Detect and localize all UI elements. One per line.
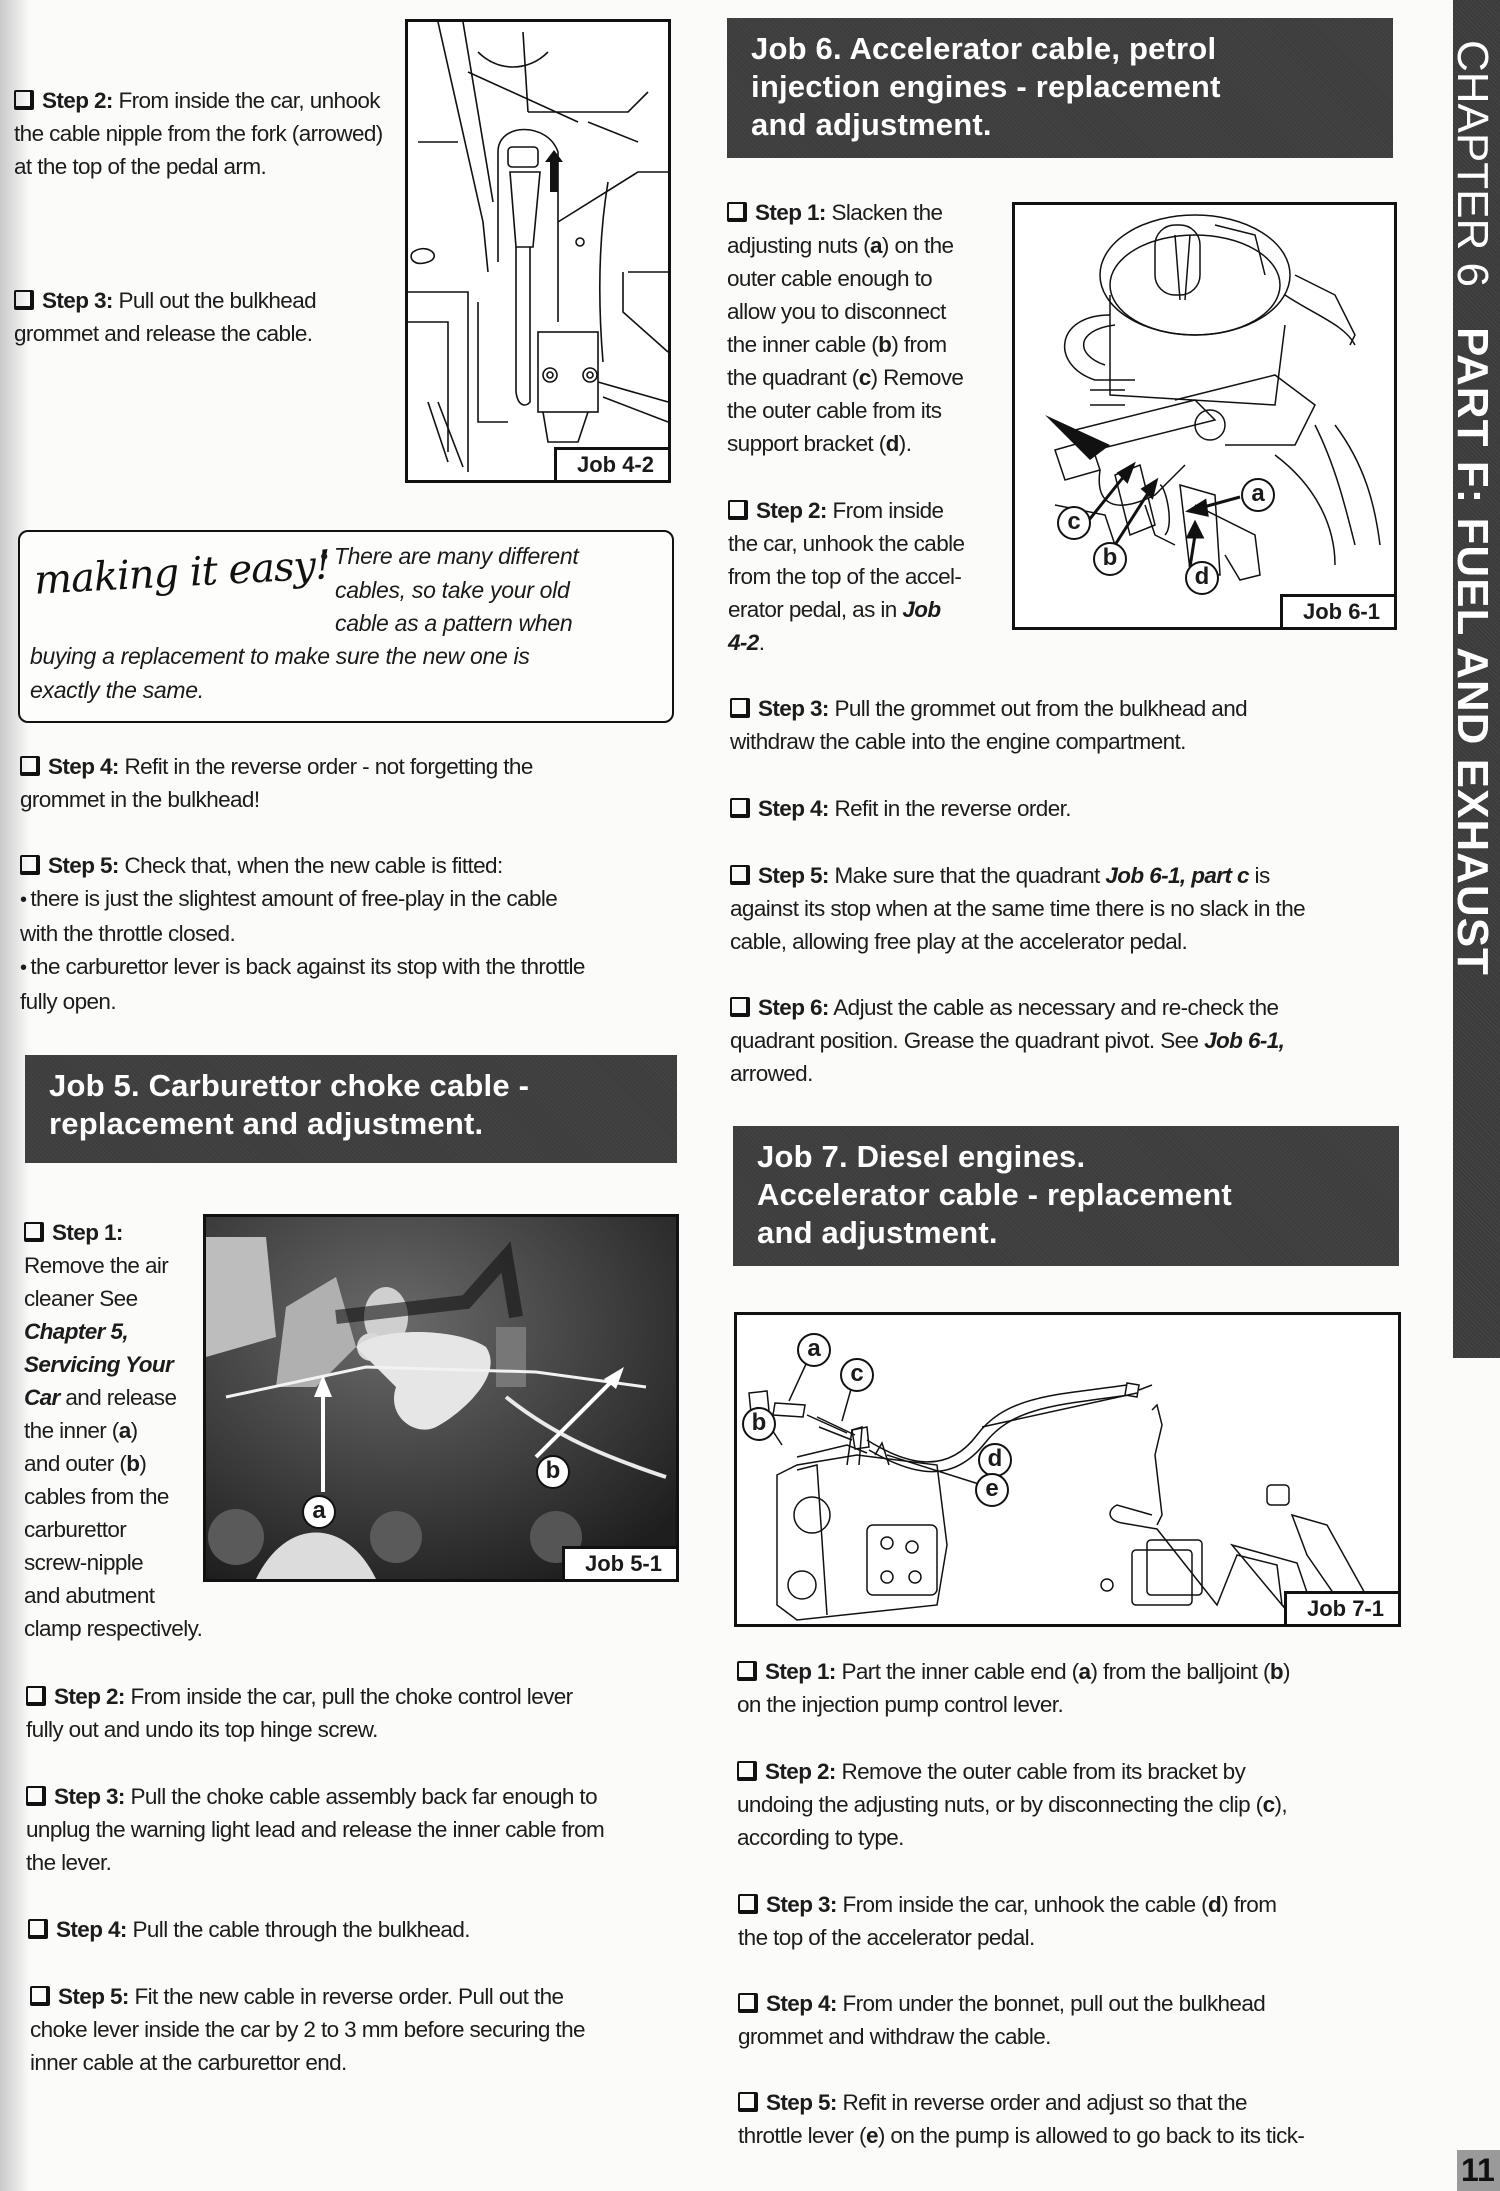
step-label: Step 1:	[755, 200, 826, 225]
step-text: grommet and withdraw the cable.	[738, 2024, 1051, 2049]
job5-step3	[26, 1780, 706, 1879]
making-it-easy-logo: making it easy!	[32, 542, 332, 604]
step-label: Step 1:	[52, 1220, 123, 1245]
job4-step5	[20, 849, 690, 1018]
job5-step5	[30, 1980, 700, 2079]
job6-step6: Step 6: Adjust the cable as necessary and re-check the quadrant position. Grease the quadrant pivot. See Job 6-1, arrowed.	[730, 991, 1410, 1090]
step-text: Check that, when the new cable is fitted:	[124, 853, 503, 878]
step-text: grommet in the bulkhead!	[20, 787, 260, 812]
tip-line: exactly the same.	[30, 677, 204, 703]
callout-a: a	[302, 1495, 336, 1529]
step-text: From inside	[832, 498, 944, 523]
job6-step3	[730, 692, 1400, 758]
step-text: unplug the warning light lead and release the inner cable from	[26, 1817, 605, 1842]
step-text: Refit in reverse order and adjust so that the	[842, 2090, 1247, 2115]
job6-step2: Step 2: From inside the car, unhook the cable from the top of the accel- erator pedal, as in Job 4-2.	[728, 494, 1018, 659]
callout-c: c	[840, 1358, 874, 1392]
arrow-icon	[545, 150, 563, 192]
step-text: according to type.	[737, 1825, 904, 1850]
step-text: Pull out the bulkhead grommet and release the cable.	[14, 288, 317, 346]
step-text: From under the bonnet, pull out the bulkhead	[842, 1991, 1266, 2016]
step-text: Slacken the	[831, 200, 943, 225]
step-text: the car, unhook the cable	[728, 531, 965, 556]
job7-step5: Step 5: Refit in reverse order and adjust so that the throttle lever (e) on the pump is allowed to go back to its tick-	[738, 2090, 1305, 2148]
step-text: Pull the grommet out from the bulkhead and	[834, 696, 1248, 721]
step-label: Step 5:	[758, 863, 829, 888]
bullet-text: there is just the slightest amount of free-play in the cable	[30, 886, 558, 911]
callout-e: e	[975, 1473, 1009, 1507]
step-label: Step 2:	[42, 88, 113, 113]
job6-step1: Step 1: Slacken the adjusting nuts (a) on the outer cable enough to allow you to disconnect the inner cable (b) from the quadrant (c) Remove the outer cable from its support bracket (d).	[727, 196, 1017, 460]
figure-job5-1	[203, 1214, 679, 1582]
tip-line: cables, so take your old	[335, 577, 570, 603]
step-text: From inside the car, unhook the cable nipple from the fork (arrowed) at the top of the pedal arm.	[14, 88, 383, 179]
pedal-arm-drawing	[408, 22, 668, 480]
diesel-cable-drawing	[737, 1315, 1398, 1624]
job4-step4	[20, 750, 680, 816]
checkbox-icon[interactable]	[738, 2092, 758, 2112]
step-label: Step 5:	[766, 2090, 837, 2115]
chapter-number: CHAPTER 6	[1448, 40, 1497, 287]
header-line: replacement and adjustment.	[49, 1106, 484, 1141]
checkbox-icon[interactable]	[730, 798, 750, 818]
checkbox-icon[interactable]	[14, 290, 34, 310]
job4-step2	[14, 84, 394, 183]
header-line: Job 6. Accelerator cable, petrol	[751, 31, 1217, 66]
checkbox-icon[interactable]	[737, 1761, 757, 1781]
step-text: against its stop when at the same time there is no slack in the	[730, 896, 1306, 921]
tip-line: • There are many different	[320, 543, 579, 569]
step-text: withdraw the cable into the engine compartment.	[730, 729, 1186, 754]
job7-step1: Step 1: Part the inner cable end (a) from the balljoint (b) on the injection pump control lever.	[737, 1655, 1407, 1721]
step-text: clamp respectively.	[24, 1616, 203, 1641]
tip-line: cable as a pattern when	[335, 610, 573, 636]
step-label: Step 2:	[54, 1684, 125, 1709]
checkbox-icon[interactable]	[727, 202, 747, 222]
job6-step5: Step 5: Make sure that the quadrant Job 6-1, part c is against its stop when at the same time there is no slack in the cable, allowing free play at the accelerator pedal.	[730, 859, 1410, 958]
figure-label: Job 6-1	[1280, 594, 1394, 627]
header-line: injection engines - replacement	[751, 69, 1221, 104]
step-text: screw-nipple	[24, 1550, 144, 1575]
step-text: outer cable enough to	[727, 266, 933, 291]
step-text: cleaner See	[24, 1286, 138, 1311]
checkbox-icon[interactable]	[730, 997, 750, 1017]
step-text: and abutment	[24, 1583, 155, 1608]
checkbox-icon[interactable]	[24, 1222, 44, 1242]
job6-step4	[730, 792, 1400, 825]
step-text: Adjust the cable as necessary and re-check the	[833, 995, 1279, 1020]
step-text: Pull the choke cable assembly back far enough to	[130, 1784, 597, 1809]
callout-b: b	[742, 1407, 776, 1441]
job7-header	[733, 1126, 1399, 1266]
step-label: Step 4:	[758, 796, 829, 821]
checkbox-icon[interactable]	[738, 1894, 758, 1914]
chapter-title: PART F: FUEL AND EXHAUST	[1448, 326, 1497, 976]
figure-job4-2	[405, 19, 671, 483]
callout-c: c	[1057, 506, 1091, 540]
step-text: Remove the outer cable from its bracket by	[841, 1759, 1246, 1784]
job6-header	[727, 18, 1393, 158]
header-line: Job 5. Carburettor choke cable -	[49, 1068, 530, 1103]
chapter-reference[interactable]: Servicing Your	[24, 1352, 174, 1377]
step-text: allow you to disconnect	[727, 299, 946, 324]
figure-job6-1	[1012, 202, 1397, 630]
checkbox-icon[interactable]	[737, 1661, 757, 1681]
step-text: Refit in the reverse order - not forgetting the	[124, 754, 533, 779]
step-text: choke lever inside the car by 2 to 3 mm before securing the	[30, 2017, 585, 2042]
job7-step3: Step 3: From inside the car, unhook the cable (d) from the top of the accelerator pedal.	[738, 1888, 1408, 1954]
bullet-icon: •	[20, 889, 27, 911]
step-text: Pull the cable through the bulkhead.	[132, 1917, 470, 1942]
step-text: the outer cable from its	[727, 398, 942, 423]
step-text: Refit in the reverse order.	[834, 796, 1071, 821]
step-label: Step 3:	[758, 696, 829, 721]
step-text: on the injection pump control lever.	[737, 1692, 1064, 1717]
step-label: Step 4:	[48, 754, 119, 779]
step-label: Step 3:	[42, 288, 113, 313]
callout-d: d	[978, 1443, 1012, 1477]
header-line: Job 7. Diesel engines.	[757, 1139, 1086, 1174]
callout-a: a	[1241, 478, 1275, 512]
checkbox-icon[interactable]	[20, 855, 40, 875]
figure-label: Job 7-1	[1284, 1591, 1398, 1624]
checkbox-icon[interactable]	[730, 865, 750, 885]
job5-header	[25, 1055, 677, 1163]
checkbox-icon[interactable]	[14, 90, 34, 110]
step-label: Step 3:	[54, 1784, 125, 1809]
arrow-icon	[1045, 415, 1110, 460]
bullet-text: the carburettor lever is back against its stop with the throttle	[30, 954, 585, 979]
job4-step3	[14, 284, 394, 350]
step-text: the top of the accelerator pedal.	[738, 1925, 1035, 1950]
figure-label: Job 4-2	[554, 447, 668, 480]
callout-b: b	[536, 1455, 570, 1489]
figure-job7-1	[734, 1312, 1401, 1627]
checkbox-icon[interactable]	[728, 500, 748, 520]
checkbox-icon[interactable]	[738, 1993, 758, 2013]
bullet-text: with the throttle closed.	[20, 921, 236, 946]
step-label: Step 2:	[765, 1759, 836, 1784]
header-line: and adjustment.	[757, 1215, 998, 1250]
page-number: 11	[1457, 2150, 1500, 2191]
step-text: carburettor	[24, 1517, 127, 1542]
step-text: Remove the air	[24, 1253, 169, 1278]
job5-step2	[26, 1680, 696, 1746]
step-text: From inside the car, pull the choke control lever	[130, 1684, 573, 1709]
job7-step2: Step 2: Remove the outer cable from its bracket by undoing the adjusting nuts, or by disconnecting the clip (c), according to type.	[737, 1755, 1417, 1854]
step-label: Step 6:	[758, 995, 829, 1020]
checkbox-icon[interactable]	[20, 756, 40, 776]
callout-a: a	[797, 1333, 831, 1367]
step-text: from the top of the accel-	[728, 564, 962, 589]
step-text: inner cable at the carburettor end.	[30, 2050, 347, 2075]
checkbox-icon[interactable]	[26, 1686, 46, 1706]
job5-step4	[28, 1913, 698, 1946]
step-label: Step 2:	[756, 498, 827, 523]
step-text: cable, allowing free play at the accelerator pedal.	[730, 929, 1188, 954]
carburettor-photo	[206, 1217, 676, 1579]
tip-line: buying a replacement to make sure the new one is	[30, 643, 530, 669]
checkbox-icon[interactable]	[28, 1919, 48, 1939]
checkbox-icon[interactable]	[30, 1986, 50, 2006]
chapter-tab-text	[1447, 40, 1497, 976]
bullet-text: fully open.	[20, 989, 116, 1014]
figure-label: Job 5-1	[562, 1546, 676, 1579]
chapter-reference[interactable]: Chapter 5,	[24, 1319, 129, 1344]
tip-box-making-it-easy	[18, 530, 674, 723]
step-label: Step 4:	[56, 1917, 127, 1942]
step-text: Fit the new cable in reverse order. Pull out the	[134, 1984, 564, 2009]
step-label: Step 4:	[766, 1991, 837, 2016]
checkbox-icon[interactable]	[730, 698, 750, 718]
step-label: Step 5:	[48, 853, 119, 878]
callout-d: d	[1185, 561, 1219, 595]
step-text: cables from the	[24, 1484, 169, 1509]
step-label: Step 3:	[766, 1892, 837, 1917]
step-label: Step 1:	[765, 1659, 836, 1684]
bullet-icon: •	[20, 957, 27, 979]
step-label: Step 5:	[58, 1984, 129, 2009]
step-text: fully out and undo its top hinge screw.	[26, 1717, 378, 1742]
header-line: Accelerator cable - replacement	[757, 1177, 1232, 1212]
header-line: and adjustment.	[751, 107, 992, 142]
job7-step4	[738, 1987, 1408, 2053]
job5-step1: Step 1: Remove the air cleaner See Chapter 5, Servicing Your Car and release the inner (a) and outer (b) cables from the carburettor screw-nipple and abutment clamp respectively.	[24, 1216, 224, 1645]
callout-b: b	[1093, 542, 1127, 576]
checkbox-icon[interactable]	[26, 1786, 46, 1806]
step-text: the lever.	[26, 1850, 112, 1875]
step-text: arrowed.	[730, 1061, 813, 1086]
